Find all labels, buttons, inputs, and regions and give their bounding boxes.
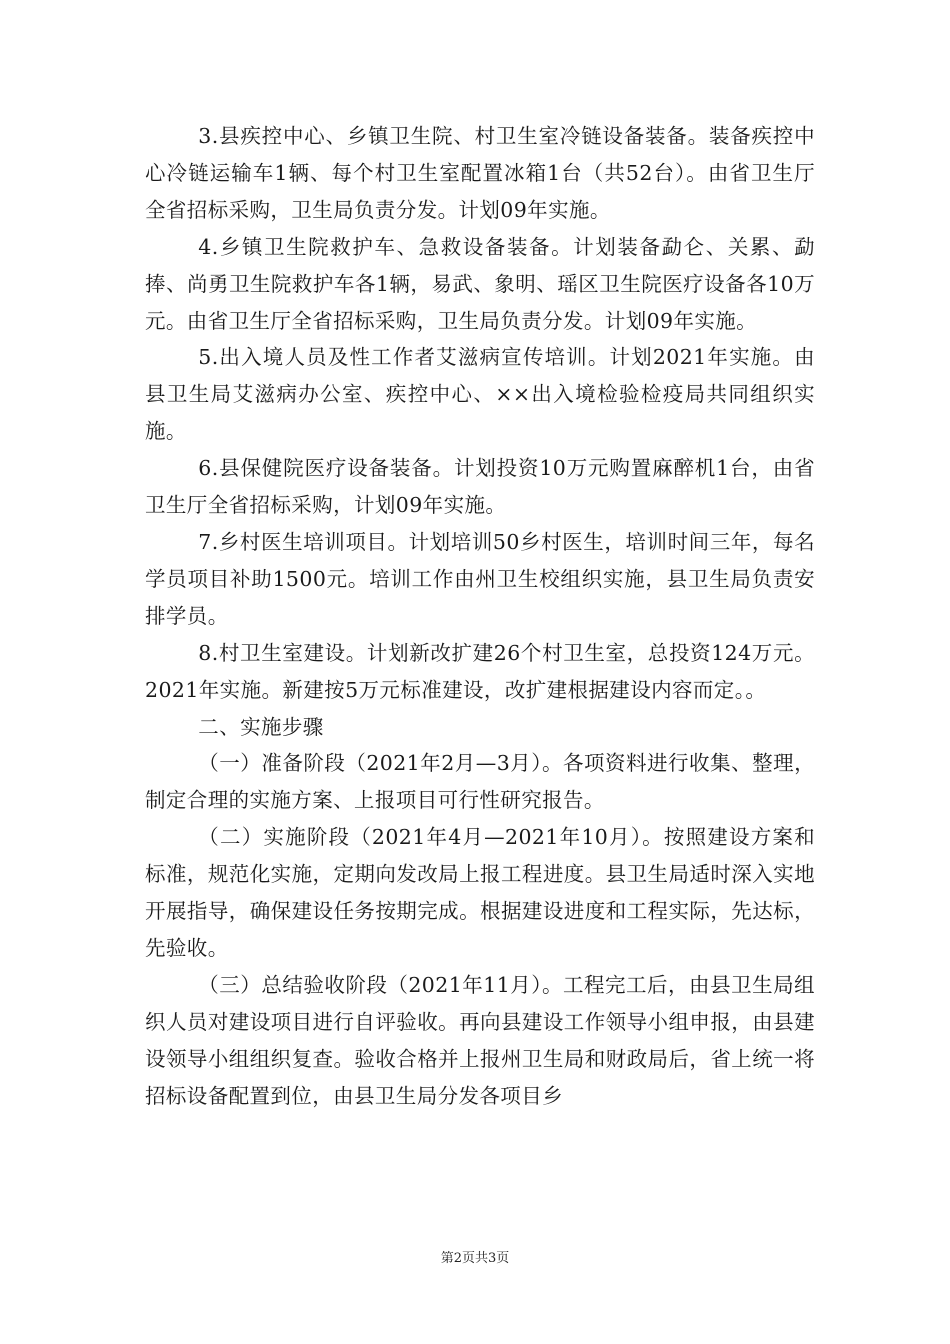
- step-implementation: （二）实施阶段（2021年4月—2021年10月）。按照建设方案和标准，规范化实施，定期向发改局上报工程进度。县卫生局适时深入实地开展指导，确保建设任务按期完成。根据建设进度和工程实际，先达标，先验收。: [145, 825, 815, 960]
- paragraph-item-6: 6.县保健院医疗设备装备。计划投资10万元购置麻醉机1台，由省卫生厅全省招标采购，计划09年实施。: [145, 456, 815, 518]
- paragraph-item-4: 4.乡镇卫生院救护车、急救设备装备。计划装备勐仑、关累、勐捧、尚勇卫生院救护车各1辆，易武、象明、瑶区卫生院医疗设备各10万元。由省卫生厅全省招标采购，卫生局负责分发。计划09年实施。: [145, 234, 815, 333]
- section-heading: 二、实施步骤: [198, 714, 324, 739]
- step-preparation: （一）准备阶段（2021年2月—3月）。各项资料进行收集、整理，制定合理的实施方案、上报项目可行性研究报告。: [145, 751, 815, 813]
- page-number-footer: 第2页共3页: [440, 1251, 510, 1266]
- paragraph-item-7: 7.乡村医生培训项目。计划培训50乡村医生，培训时间三年，每名学员项目补助1500元。培训工作由州卫生校组织实施，县卫生局负责安排学员。: [145, 529, 815, 628]
- paragraph-item-3: 3.县疾控中心、乡镇卫生院、村卫生室冷链设备装备。装备疾控中心冷链运输车1辆、每个村卫生室配置冰箱1台（共52台）。由省卫生厅全省招标采购，卫生局负责分发。计划09年实施。: [145, 124, 815, 222]
- document-body: [145, 118, 815, 1114]
- paragraph-item-8: 8.村卫生室建设。计划新改扩建26个村卫生室，总投资124万元。2021年实施。新建按5万元标准建设，改扩建根据建设内容而定。。: [145, 640, 815, 702]
- paragraph-item-5: 5.出入境人员及性工作者艾滋病宣传培训。计划2021年实施。由县卫生局艾滋病办公室、疾控中心、××出入境检验检疫局共同组织实施。: [145, 345, 815, 444]
- step-acceptance: （三）总结验收阶段（2021年11月）。工程完工后，由县卫生局组织人员对建设项目进行自评验收。再向县建设工作领导小组申报，由县建设领导小组组织复查。验收合格并上报州卫生局和财政局后，省上统一将招标设备配置到位，由县卫生局分发各项目乡: [145, 972, 815, 1108]
